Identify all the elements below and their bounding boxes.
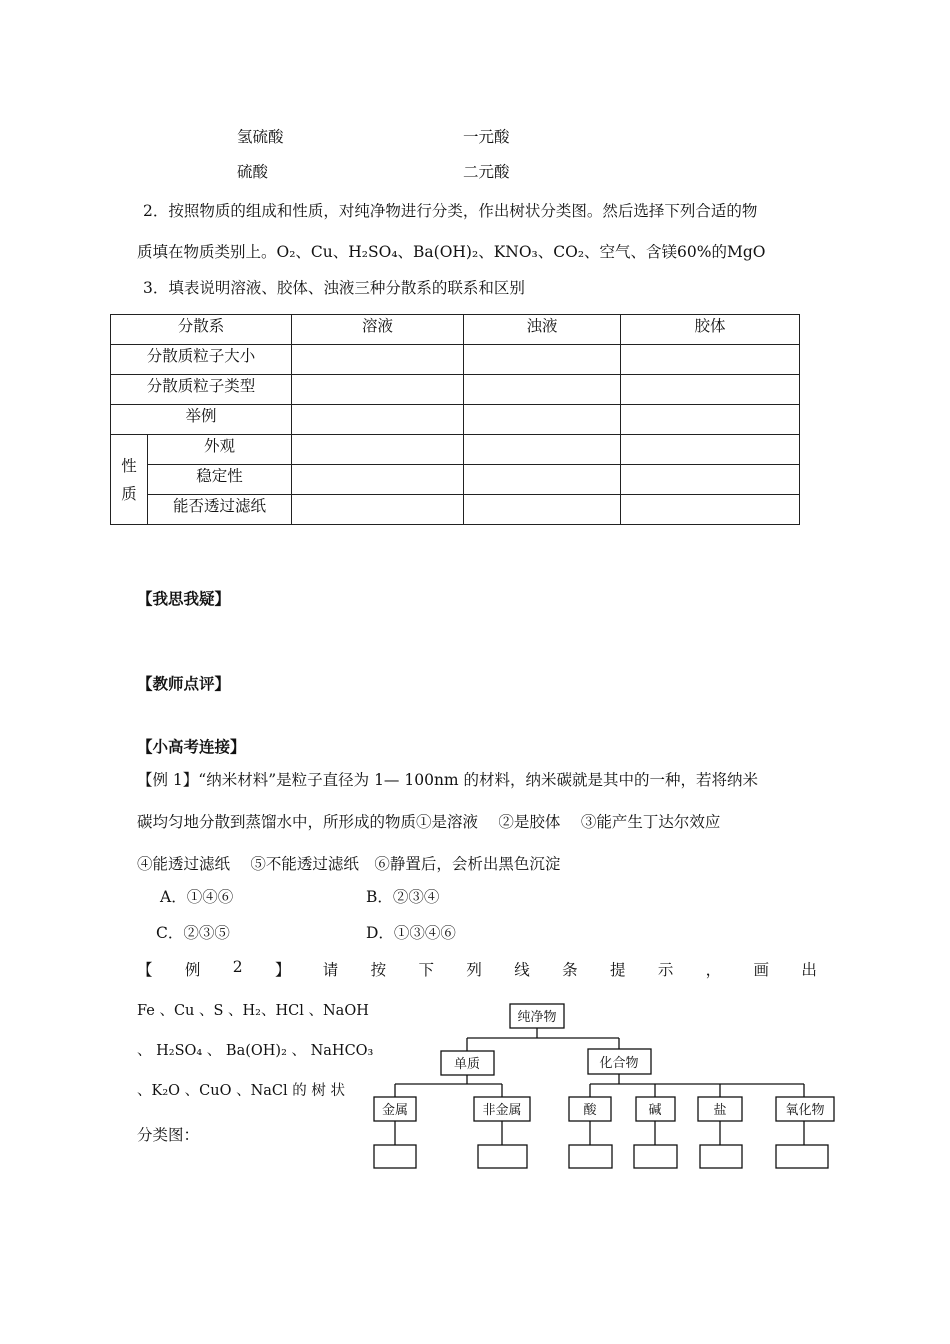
option-d: D．①③④⑥ (366, 924, 456, 942)
example-2-char: 】 (274, 961, 291, 979)
tree-node-acid: 酸 (583, 1103, 597, 1118)
table-row-label: 举例 (111, 405, 292, 435)
example-2-line-2: Fe 、Cu 、S 、H₂、HCl 、NaOH (137, 1003, 369, 1019)
example-2-char: 条 (562, 961, 578, 979)
answer-box-nonmetal (478, 1145, 527, 1168)
table-row-label: 分散质粒子大小 (111, 345, 292, 375)
example-2-char: 示 (657, 961, 674, 979)
example-2-char: 画 (753, 961, 770, 979)
pair-left-1: 氢硫酸 (237, 128, 284, 146)
example-2-char: 线 (514, 961, 530, 979)
example-2-char: 提 (609, 961, 626, 979)
option-a: A．①④⑥ (160, 888, 234, 906)
example-2-line-3: 、 H₂SO₄ 、 Ba(OH)₂ 、 NaHCO₃ (137, 1043, 374, 1059)
answer-box-base (634, 1145, 677, 1168)
section-teacher: 【教师点评】 (137, 674, 231, 693)
table-header-suspension: 浊液 (464, 315, 621, 345)
answer-box-metal (374, 1145, 416, 1168)
section-exam: 【小高考连接】 (137, 737, 246, 756)
answer-box-acid (569, 1145, 612, 1168)
example-2-char: 【 (137, 961, 153, 979)
example-2-char: 下 (418, 961, 435, 979)
table-header-colloid: 胶体 (621, 315, 800, 345)
example-2-char: ， (705, 961, 722, 979)
table-header-system: 分散系 (111, 315, 292, 345)
table-row-label: 能否透过滤纸 (148, 495, 292, 525)
example-1-line-3: ④能透过滤纸 ⑤不能透过滤纸 ⑥静置后，会析出黑色沉淀 (137, 855, 561, 873)
example-2-line-5: 分类图： (137, 1126, 200, 1144)
tree-node-base: 碱 (648, 1103, 662, 1118)
option-b: B．②③④ (366, 888, 440, 906)
pair-left-2: 硫酸 (237, 163, 269, 181)
question-2-line-2: 质填在物质类别上。O₂、Cu、H₂SO₄、Ba(OH)₂、KNO₃、CO₂、空气、含镁60%的MgO (137, 243, 766, 261)
property-group-top: 性 (121, 456, 137, 475)
table-row-label: 外观 (148, 435, 292, 465)
answer-box-oxide (776, 1145, 828, 1168)
tree-node-metal: 金属 (381, 1103, 409, 1118)
question-2-line-1: 2．按照物质的组成和性质，对纯净物进行分类，作出树状分类图。然后选择下列合适的物 (143, 202, 758, 220)
pair-right-1: 一元酸 (463, 128, 510, 146)
tree-node-salt: 盐 (713, 1103, 727, 1118)
tree-node-compound: 化合物 (599, 1056, 639, 1071)
example-2-char: 例 (184, 961, 201, 979)
table-header-solution: 溶液 (292, 315, 464, 345)
example-1-line-1: 【例 1】“纳米材料”是粒子直径为 1— 100nm 的材料，纳米碳就是其中的一种，若将纳米 (137, 771, 759, 789)
tree-node-oxide: 氧化物 (785, 1103, 825, 1118)
question-3: 3．填表说明溶液、胶体、浊液三种分散系的联系和区别 (143, 279, 525, 297)
example-2-line-4: 、K₂O 、CuO 、NaCl 的 树 状 (137, 1083, 345, 1099)
example-2-char: 请 (322, 961, 339, 979)
example-2-char: 2 (232, 958, 243, 976)
property-group-bottom: 质 (121, 484, 137, 503)
example-1-line-2: 碳均匀地分散到蒸馏水中，所形成的物质①是溶液 ②是胶体 ③能产生丁达尔效应 (137, 813, 721, 831)
example-2-char: 出 (801, 961, 817, 979)
table-row-label: 分散质粒子类型 (111, 375, 292, 405)
example-2-char: 按 (370, 961, 387, 979)
tree-node-nonmetal: 非金属 (482, 1103, 522, 1118)
section-think: 【我思我疑】 (137, 589, 231, 608)
pair-right-2: 二元酸 (463, 163, 510, 181)
answer-box-salt (700, 1145, 742, 1168)
table-row-label: 稳定性 (148, 465, 292, 495)
example-2-char: 列 (466, 961, 482, 979)
tree-node-element: 单质 (453, 1057, 481, 1072)
tree-node-root: 纯净物 (517, 1010, 557, 1025)
option-c: C．②③⑤ (156, 924, 230, 942)
